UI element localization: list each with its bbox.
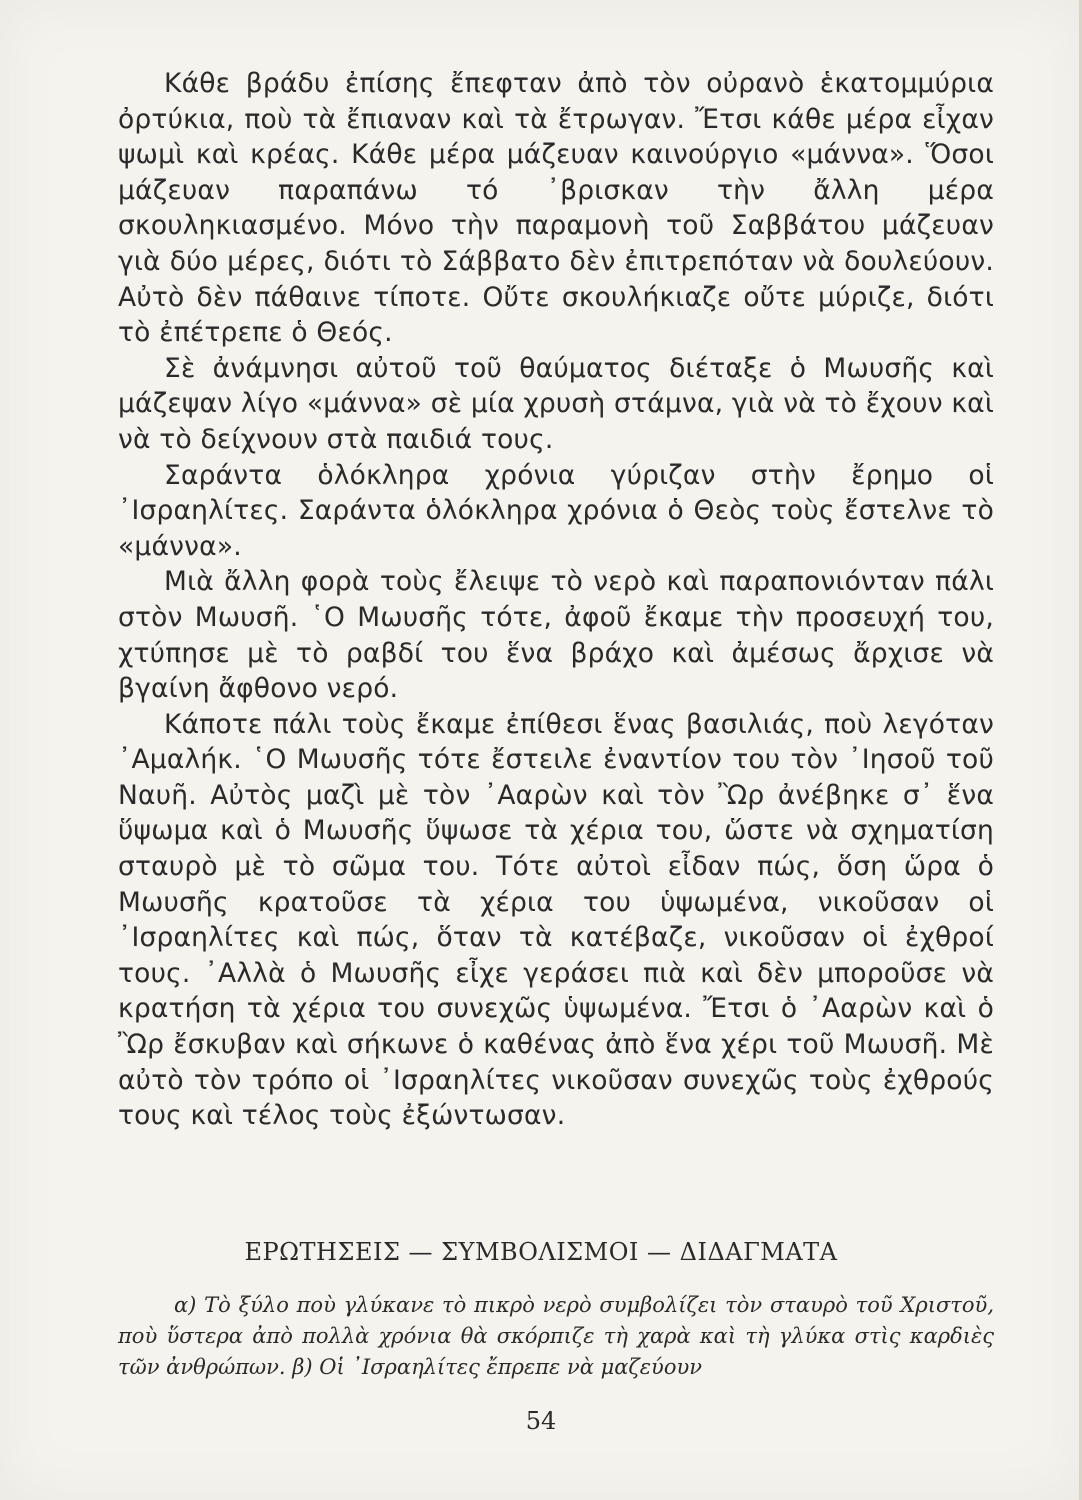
section-heading: ΕΡΩΤΗΣΕΙΣ — ΣΥΜΒΟΛΙΣΜΟΙ — ΔΙΔΑΓΜΑΤΑ <box>244 1238 838 1266</box>
paragraph-5: Κάποτε πάλι τοὺς ἔκαμε ἐπίθεσι ἕνας βασιλιάς, ποὺ λεγόταν ᾿Αμαλήκ. ῾Ο Μωυσῆς τότε ἔστειλε ἐναντίον του τὸν ᾿Ιησοῦ τοῦ Ναυῆ. Αὐτὸς μαζὶ μὲ τὸν ᾿Ααρὼν καὶ τὸν Ὢρ ἀνέβηκε σ᾿ ἕνα ὕψωμα καὶ ὁ Μωυσῆς ὕψωσε τὰ χέρια του, ὥστε νὰ σχηματίση σταυρὸ μὲ τὸ σῶμα του. Τότε αὐτοὶ εἶδαν πώς, ὅση ὥρα ὁ Μωυσῆς κρατοῦσε τὰ χέρια του ὑψωμένα, νικοῦσαν οἱ ᾿Ισραηλίτες καὶ πώς, ὅταν τὰ κατέβαζε, νικοῦσαν οἱ ἐχθροί τους. ᾿Αλλὰ ὁ Μωυσῆς εἶχε γεράσει πιὰ καὶ δὲν μποροῦσε νὰ κρατήση τὰ χέρια του συνεχῶς ὑψωμένα. Ἔτσι ὁ ᾿Ααρὼν καὶ ὁ Ὢρ ἔσκυβαν καὶ σήκωνε ὁ καθένας ἀπὸ ἕνα χέρι τοῦ Μωυσῆ. Μὲ αὐτὸ τὸν τρόπο οἱ ᾿Ισραηλίτες νικοῦσαν συνεχῶς τοὺς ἐχθρούς τους καὶ τέλος τοὺς ἐξώντωσαν. <box>118 708 994 1132</box>
paragraph-3: Σαράντα ὁλόκληρα χρόνια γύριζαν στὴν ἔρημο οἱ ᾿Ισραηλίτες. Σαράντα ὁλόκληρα χρόνια ὁ Θεὸς τοὺς ἔστελνε τὸ «μάννα». <box>118 459 994 562</box>
paragraph-2: Σὲ ἀνάμνησι αὐτοῦ τοῦ θαύματος διέταξε ὁ Μωυσῆς καὶ μάζεψαν λίγο «μάννα» σὲ μία χρυσὴ στάμνα, γιὰ νὰ τὸ ἔχουν καὶ νὰ τὸ δείχνουν στὰ παιδιά τους. <box>118 352 994 455</box>
page-number: 54 <box>525 1407 557 1435</box>
notes-section <box>118 1290 994 1383</box>
paragraph-1: Κάθε βράδυ ἐπίσης ἔπεφταν ἀπὸ τὸν οὐρανὸ ἑκατομμύρια ὀρτύκια, ποὺ τὰ ἔπιαναν καὶ τὰ ἔτρωγαν. Ἔτσι κάθε μέρα εἶχαν ψωμὶ καὶ κρέας. Κάθε μέρα μάζευαν καινούργιο «μάννα». Ὅσοι μάζευαν παραπάνω τό ᾿βρισκαν τὴν ἄλλη μέρα σκουληκιασμένο. Μόνο τὴν παραμονὴ τοῦ Σαββάτου μάζευαν γιὰ δύο μέρες, διότι τὸ Σάββατο δὲν ἐπιτρεπόταν νὰ δουλεύουν. Αὐτὸ δὲν πάθαινε τίποτε. Οὔτε σκουλήκιαζε οὔτε μύριζε, διότι τὸ ἐπέτρεπε ὁ Θεός. <box>118 68 994 349</box>
paragraph-4: Μιὰ ἄλλη φορὰ τοὺς ἔλειψε τὸ νερὸ καὶ παραπονιόνταν πάλι στὸν Μωυσῆ. ῾Ο Μωυσῆς τότε, ἀφοῦ ἔκαμε τὴν προσευχή του, χτύπησε μὲ τὸ ραβδί του ἕνα βράχο καὶ ἀμέσως ἄρχισε νὰ βγαίνη ἄφθονο νερό. <box>118 566 994 705</box>
notes-paragraph: α) Τὸ ξύλο ποὺ γλύκανε τὸ πικρὸ νερὸ συμβολίζει τὸν σταυρὸ τοῦ Χριστοῦ, ποὺ ὕστερα ἀπὸ πολλὰ χρόνια θὰ σκόρπιζε τὴ χαρὰ καὶ τὴ γλύκα στὶς καρδιὲς τῶν ἀνθρώπων. β) Οἱ ᾿Ισραηλίτες ἔπρεπε νὰ μαζεύουν <box>118 1293 994 1379</box>
main-text <box>118 66 994 1134</box>
